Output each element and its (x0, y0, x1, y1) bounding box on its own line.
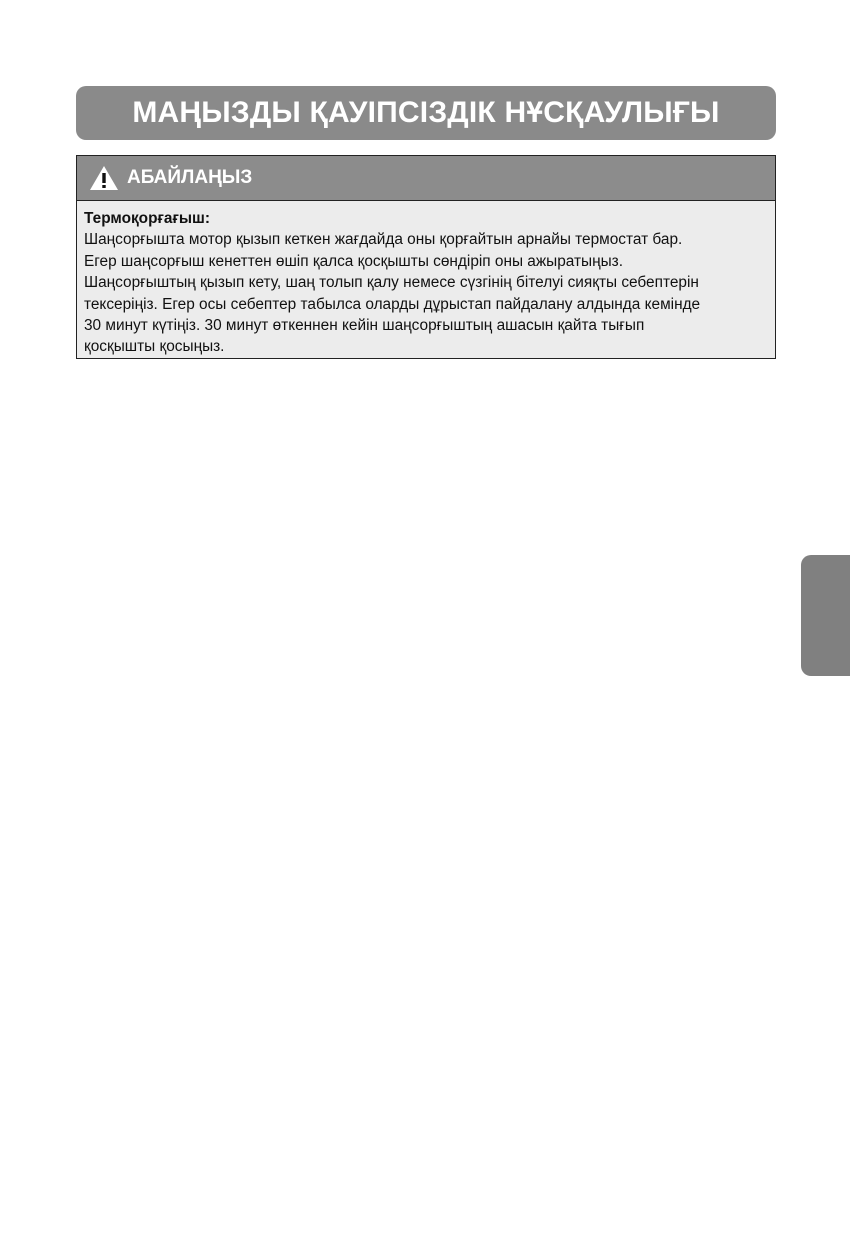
page-title: МАҢЫЗДЫ ҚАУІПСІЗДІК НҰСҚАУЛЫҒЫ (132, 96, 720, 129)
warning-heading: Термоқорғағыш: (84, 210, 210, 227)
warning-text-line: Егер шаңсорғыш кенеттен өшіп қалса қосқышты сөндіріп оны ажыратыңыз. (84, 252, 624, 270)
warning-text-line: тексеріңіз. Егер осы себептер табылса оларды дұрыстап пайдалану алдында кемінде (84, 295, 701, 313)
warning-text-line: 30 минут күтіңіз. 30 минут өткеннен кейін шаңсорғыштың ашасын қайта тығып (84, 317, 645, 335)
warning-header (77, 156, 775, 201)
section-tab (801, 555, 850, 676)
warning-text-line: Шаңсорғышта мотор қызып кеткен жағдайда оны қорғайтын арнайы термостат бар. (84, 231, 683, 249)
warning-text-line: қосқышты қосыңыз. (84, 338, 225, 356)
warning-body (77, 201, 775, 358)
warning-box (76, 155, 776, 359)
warning-label: АБАЙЛАҢЫЗ (127, 167, 253, 188)
title-banner (76, 86, 776, 140)
warning-triangle-icon (89, 165, 119, 191)
warning-text-line: Шаңсорғыштың қызып кету, шаң толып қалу немесе сүзгінің бітелуі сияқты себептерін (84, 274, 699, 292)
